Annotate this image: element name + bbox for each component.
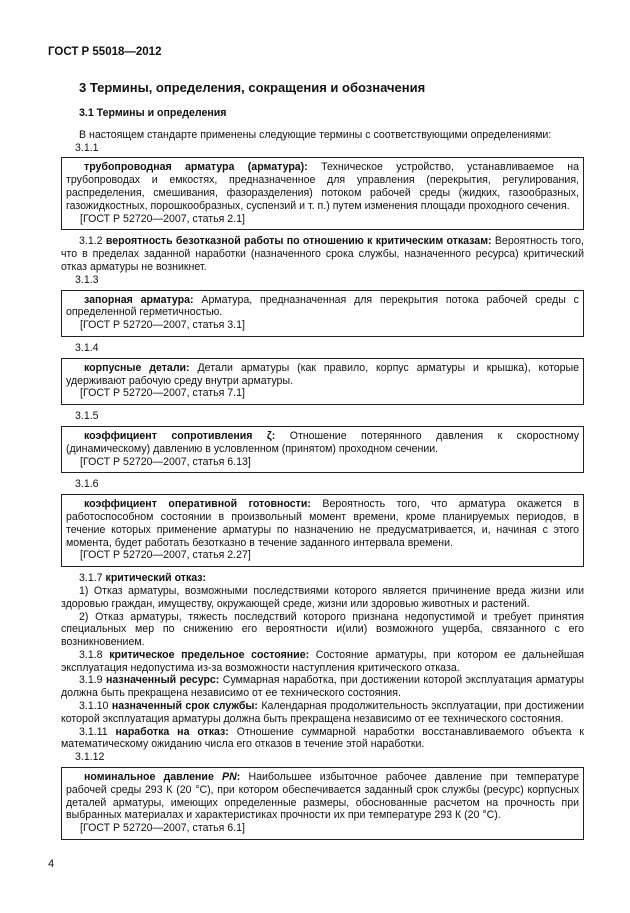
term-name: критическое предельное состояние: [109, 648, 310, 661]
term-text: Детали арматуры (как правило, корпус арматуры и крышка), которые удерживают рабочую среду внутри арматуры. [66, 361, 579, 387]
term-box-3-1-4 [61, 358, 584, 405]
term-item-1: 1) Отказ арматуры, возможными последствиями которого является причинение вреда жизни или здоровью граждан, имуществу, окружающей среде, жизни или здоровью животных и растений. [61, 584, 584, 610]
term-text: Отношение потерянного давления к скоростному (динамическому) давлению в условленном (принятом) проходном сечении. [66, 429, 580, 455]
term-name: трубопроводная арматура (арматура): [84, 161, 308, 174]
term-definition-3-1-6 [66, 498, 579, 549]
term-text: Техническое устройство, устанавливаемое на трубопроводах и емкостях, предназначенное для управления (перекрытия, регулирования, распределения, смешивания, фазоразделения) потоком рабочей среды (жидких, газообразных, газожидкостных, порошкообразных, суспензий и т. п.) путем изменения площади проходного сечения. [66, 161, 579, 212]
term-definition-3-1-12 [66, 771, 579, 822]
term-definition-3-1-7 [61, 572, 584, 585]
term-reference: [ГОСТ Р 52720—2007, статья 6.13] [80, 455, 251, 468]
term-number-3-1-4: 3.1.4 [75, 341, 99, 354]
term-name: коэффициент оперативной готовности: [84, 498, 311, 511]
term-definition-3-1-1 [66, 161, 579, 212]
term-text: Календарная продолжительность эксплуатации, при достижении которой эксплуатация арматуры должна быть прекращена независимо от ее технического состояния. [61, 700, 584, 725]
term-name: коэффициент сопротивления ζ: [84, 429, 276, 442]
term-definition-3-1-3 [66, 294, 579, 320]
term-text: Вероятность того, что в пределах заданной наработки (назначенного срока службы, назначенного ресурса) критический отказ арматуры не возникнет. [61, 235, 584, 273]
term-definition-3-1-4 [66, 362, 579, 388]
term-name: корпусные детали: [84, 361, 190, 374]
term-symbol: PN [222, 771, 237, 784]
term-box-3-1-1 [61, 157, 584, 230]
term-reference: [ГОСТ Р 52720—2007, статья 2.27] [80, 549, 251, 562]
term-number-3-1-1: 3.1.1 [75, 141, 99, 154]
term-text: Наибольшее избыточное рабочее давление при температуре рабочей среды 293 К (20 °С), при котором обеспечивается заданный срок службы (ресурс) корпусных деталей арматуры, имеющих определенные размеры, обоснованные расчетом на прочность при выбранных материалах и характеристиках прочности их при температуре 293 К (20 °С). [66, 771, 579, 822]
term-box-3-1-12 [61, 767, 584, 840]
term-text: Суммарная наработка, при достижении которой эксплуатация арматуры должна быть прекращена независимо от ее технического состояния. [61, 674, 584, 700]
term-reference: [ГОСТ Р 52720—2007, статья 7.1] [80, 387, 245, 400]
term-name: назначенный срок службы: [111, 700, 258, 713]
term-reference: [ГОСТ Р 52720—2007, статья 6.1] [80, 822, 245, 835]
term-text: Вероятность того, что арматура окажется в работоспособном состоянии в произвольный момент времени, кроме планируемых периодов, в течение которых применение арматуры по назначению не предусматривается, и, начиная с этого момента, будет работать безотказно в течение заданного интервала времени. [66, 498, 580, 549]
term-text: Арматура, предназначенная для перекрытия потока рабочей среды с определенной герметичностью. [66, 293, 579, 319]
term-number-3-1-5: 3.1.5 [75, 410, 99, 423]
term-name: наработка на отказ: [115, 725, 229, 738]
term-definition-3-1-8 [61, 649, 584, 675]
section-title: 3 Термины, определения, сокращения и обозначения [79, 80, 426, 95]
term-number: 3.1.10 [79, 700, 109, 713]
term-name: запорная арматура: [84, 293, 194, 306]
term-definition-3-1-2 [61, 235, 584, 273]
term-text: Состояние арматуры, при котором ее дальнейшая эксплуатация недопустима из-за возможности наступления критического отказа. [61, 648, 584, 674]
term-name: номинальное давление PN: [84, 771, 241, 784]
content-column [61, 107, 584, 845]
term-box-3-1-3 [61, 290, 584, 337]
term-text: Отношение суммарной наработки восстанавливаемого объекта к математическому ожиданию числа его отказов в течение этой наработки. [61, 725, 584, 751]
term-number: 3.1.11 [79, 725, 108, 738]
term-box-3-1-6 [61, 494, 584, 567]
term-name: вероятность безотказной работы по отношению к критическим отказам: [105, 235, 492, 248]
term-number: 3.1.9 [79, 674, 103, 687]
term-number-3-1-3: 3.1.3 [75, 273, 99, 286]
term-number-3-1-12: 3.1.12 [75, 751, 105, 764]
term-definition-3-1-11 [61, 726, 584, 752]
intro-text: В настоящем стандарте применены следующие термины с соответствующими определениями: [79, 128, 552, 141]
term-reference: [ГОСТ Р 52720—2007, статья 2.1] [80, 212, 245, 225]
term-box-3-1-5 [61, 426, 584, 473]
term-definition-3-1-10 [61, 700, 584, 726]
page-number: 4 [48, 858, 55, 870]
subsection-title: 3.1 Термины и определения [79, 107, 227, 119]
term-number: 3.1.8 [79, 648, 103, 661]
term-number: 3.1.7 [79, 572, 103, 585]
term-reference: [ГОСТ Р 52720—2007, статья 3.1] [80, 319, 245, 332]
term-definition-3-1-5 [66, 430, 579, 456]
term-name: критический отказ: [105, 572, 207, 585]
term-name: назначенный ресурс: [106, 674, 220, 687]
term-definition-3-1-9 [61, 674, 584, 700]
document-code-header: ГОСТ Р 55018—2012 [48, 46, 162, 58]
term-item-2: 2) Отказ арматуры, тяжесть последствий которого признана недопустимой и требует принятия специальных мер по снижению его вероятности и(или) возможного ущерба, связанного с его возникновением. [61, 610, 584, 649]
term-number-3-1-6: 3.1.6 [75, 478, 99, 491]
term-number: 3.1.2 [79, 235, 103, 248]
